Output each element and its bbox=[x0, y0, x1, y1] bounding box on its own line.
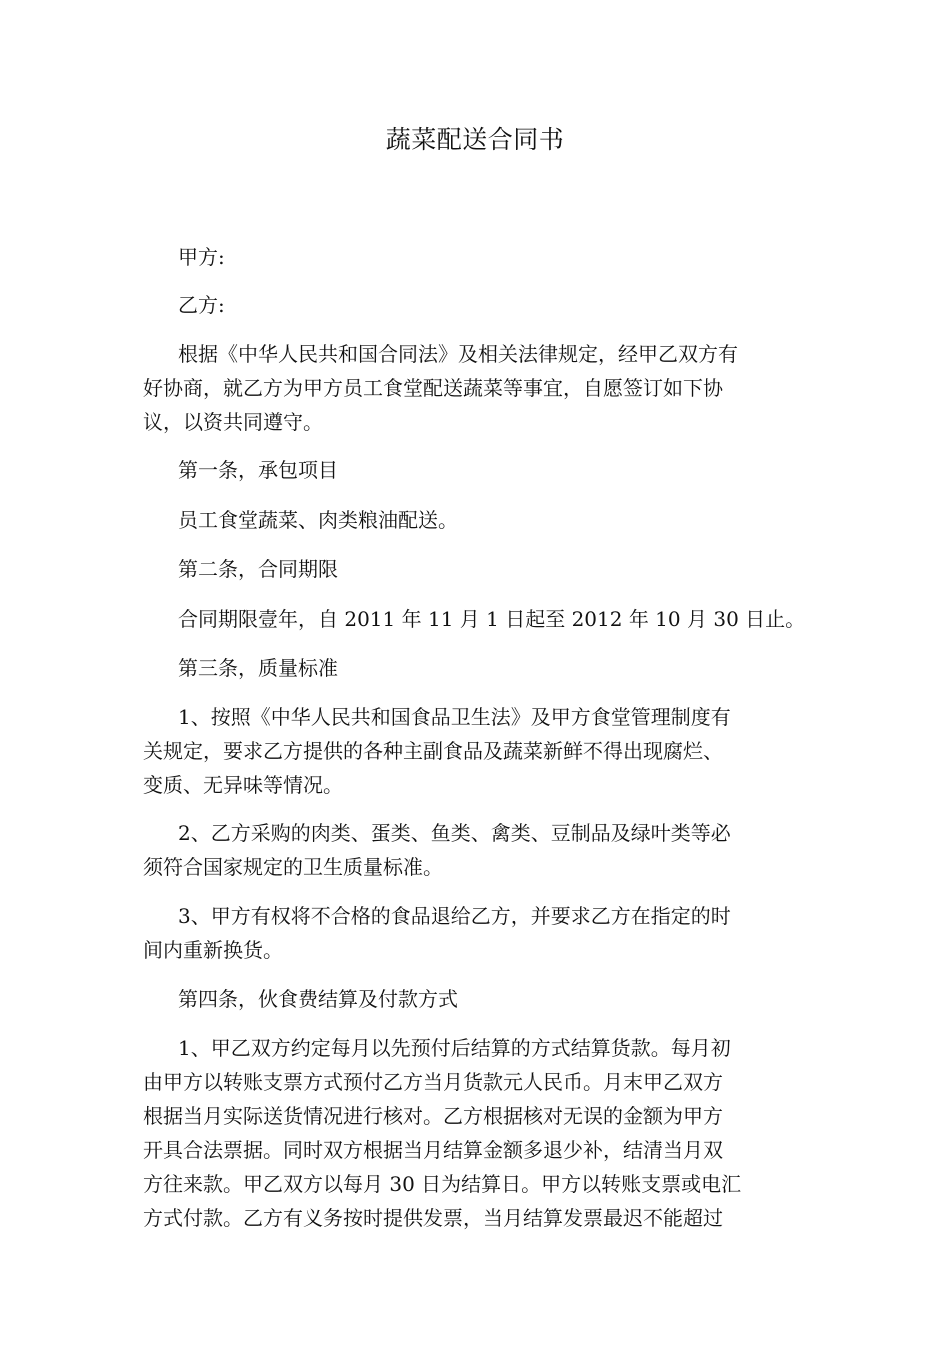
article-3-heading: 第三条，质量标准 bbox=[178, 656, 338, 680]
article-3-item-1-line-2: 关规定，要求乙方提供的各种主副食品及蔬菜新鲜不得出现腐烂、 bbox=[143, 739, 723, 763]
article-4-item-1-line-4: 开具合法票据。同时双方根据当月结算金额多退少补，结清当月双 bbox=[143, 1138, 723, 1162]
document-title: 蔬菜配送合同书 bbox=[385, 125, 565, 154]
article-3-item-2-line-1: 2、乙方采购的肉类、蛋类、鱼类、禽类、豆制品及绿叶类等必 bbox=[178, 821, 731, 845]
article-4-item-1-line-6: 方式付款。乙方有义务按时提供发票，当月结算发票最迟不能超过 bbox=[143, 1206, 723, 1230]
article-1-body: 员工食堂蔬菜、肉类粮油配送。 bbox=[178, 508, 458, 532]
article-4-item-1-line-2: 由甲方以转账支票方式预付乙方当月货款元人民币。月末甲乙双方 bbox=[143, 1070, 723, 1094]
article-3-item-1-line-1: 1、按照《中华人民共和国食品卫生法》及甲方食堂管理制度有 bbox=[178, 705, 731, 729]
article-2-body: 合同期限壹年，自 2011 年 11 月 1 日起至 2012 年 10 月 30 日止。 bbox=[178, 607, 806, 631]
article-3-item-3-line-1: 3、甲方有权将不合格的食品退给乙方，并要求乙方在指定的时 bbox=[178, 904, 731, 928]
article-4-item-1-line-1: 1、甲乙双方约定每月以先预付后结算的方式结算货款。每月初 bbox=[178, 1036, 731, 1060]
article-4-item-1-line-5: 方往来款。甲乙双方以每月 30 日为结算日。甲方以转账支票或电汇 bbox=[143, 1172, 742, 1196]
article-4-heading: 第四条，伙食费结算及付款方式 bbox=[178, 987, 458, 1011]
article-3-item-1-line-3: 变质、无异味等情况。 bbox=[143, 773, 343, 797]
article-3-item-2-line-2: 须符合国家规定的卫生质量标准。 bbox=[143, 855, 443, 879]
party-a-label: 甲方: bbox=[178, 245, 225, 269]
article-1-heading: 第一条，承包项目 bbox=[178, 458, 338, 482]
preamble-line-2: 好协商，就乙方为甲方员工食堂配送蔬菜等事宜，自愿签订如下协 bbox=[143, 376, 723, 400]
article-4-item-1-line-3: 根据当月实际送货情况进行核对。乙方根据核对无误的金额为甲方 bbox=[143, 1104, 723, 1128]
article-2-heading: 第二条，合同期限 bbox=[178, 557, 338, 581]
article-3-item-3-line-2: 间内重新换货。 bbox=[143, 938, 283, 962]
party-b-label: 乙方: bbox=[178, 293, 225, 317]
preamble-line-3: 议，以资共同遵守。 bbox=[143, 410, 323, 434]
preamble-line-1: 根据《中华人民共和国合同法》及相关法律规定，经甲乙双方有 bbox=[178, 342, 738, 366]
